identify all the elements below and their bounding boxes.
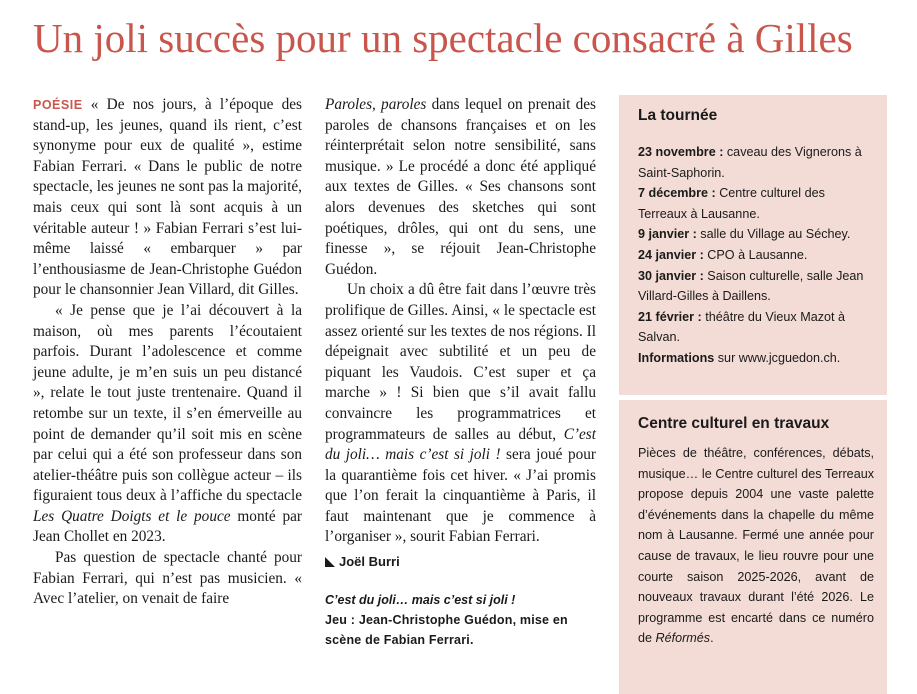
paragraph-text: « De nos jours, à l’époque des stand-up, les jeunes, quand ils rient, c’est synonyme pour eux de qualité », estime Fabian Ferrari. « Dans le public de notre spectacle, les jeunes ne sont pas la majorité, mais ceux qui sont là sont acquis à un véritable auteur ! » Fabian Ferrari s’est lui-même laissé « embarquer » par l’enthousiasme de Jean-Christophe Guédon pour le chansonnier Jean Villard, dit Gilles. <box>33 96 303 299</box>
paragraph-text: dans lequel on prenait des paroles de chansons françaises et on les réinterprétait selon notre sensibilité, sans musique. » Le procédé a donc été appliqué aux textes de Gilles. « Ses chansons sont alors devenues des sketches qui sont poétiques, drôles, qui ont du sens, une finesse », se réjouit Jean-Christophe Guédon. <box>325 96 596 278</box>
tour-date: 21 février : <box>638 309 702 324</box>
paragraph-text: « Je pense que je l’ai découvert à la maison, où mes parents l’écoutaient parfois. Durant l’adolescence et comme jeune adulte, je m’en suis un peu distancé », relate le tout juste trentenaire. Quand il retombe sur un texte, il s’en émerveille au point de demander qu’il soit mis en scène par celui qui a été son professeur dans son atelier-théâtre puis son collègue acteur – ils figuraient tous deux à l’affiche du spectacle <box>33 301 302 505</box>
tour-item <box>638 224 874 245</box>
author-name: Joël Burri <box>339 554 400 570</box>
centre-heading: Centre culturel en travaux <box>638 415 830 432</box>
tour-item <box>638 266 874 307</box>
centre-box <box>638 413 874 649</box>
paragraph-text: Pas question de spectacle chanté pour Fabian Ferrari, qui n’est pas musicien. « Avec l’atelier, on venait de faire <box>33 549 302 608</box>
centre-text <box>638 443 874 649</box>
triangle-icon <box>325 557 335 567</box>
paragraph-text: monté par Jean Chollet en 2023. <box>33 507 302 546</box>
tour-item <box>638 245 874 266</box>
paragraph <box>33 95 302 301</box>
show-title-italic: C’est du joli… mais c’est si joli ! <box>325 425 596 464</box>
centre-text-end: . <box>710 631 714 646</box>
section-kicker: POÉSIE <box>33 98 83 112</box>
paragraph <box>325 280 596 548</box>
byline <box>325 552 596 573</box>
sidebar-divider <box>619 395 887 400</box>
centre-text-body: Pièces de théâtre, conférences, débats, musique… le Centre culturel des Terreaux propose depuis 2004 une vaste palette d’événements dans la chapelle du même nom à Lausanne. Fermé une année pour cause de travaux, le lieu rouvre pour une courte saison 2025-2026, avant de nouveaux travaux durant l’été 2026. Le programme est encarté dans ce numéro de <box>638 446 874 646</box>
tour-date: 7 décembre : <box>638 186 716 201</box>
show-credits <box>325 590 600 650</box>
tour-place: caveau des Vignerons à Saint-Saphorin. <box>638 145 862 180</box>
tour-place: Centre culturel des Terreaux à Lausanne. <box>638 186 825 221</box>
paragraph <box>33 301 302 548</box>
show-title-italic: Paroles, paroles <box>325 96 427 113</box>
paragraph <box>325 95 596 280</box>
info-url: sur www.jcguedon.ch. <box>714 350 841 365</box>
tour-info <box>638 348 874 369</box>
tour-box <box>638 105 874 369</box>
tour-date: 23 novembre : <box>638 145 724 159</box>
tour-item <box>638 307 874 348</box>
tour-item <box>638 183 874 224</box>
tour-date: 9 janvier : <box>638 227 697 242</box>
tour-place: Saison culturelle, salle Jean Villard-Gilles à Daillens. <box>638 268 864 304</box>
tour-date: 24 janvier : <box>638 247 704 262</box>
credits-cast: Jeu : Jean-Christophe Guédon, mise en scène de Fabian Ferrari. <box>325 613 568 647</box>
article-column-1 <box>33 95 302 610</box>
tour-place: théâtre du Vieux Mazot à Salvan. <box>638 309 846 345</box>
paragraph-text: sera joué pour la quarantième fois cet hiver. « J’ai promis que l’on ferait la cinquantième à Paris, il faut maintenant que je commence à l’organiser », sourit Fabian Ferrari. <box>325 446 596 546</box>
paragraph <box>33 548 302 610</box>
tour-place: CPO à Lausanne. <box>703 247 808 262</box>
tour-heading: La tournée <box>638 107 718 124</box>
credits-title: C’est du joli… mais c’est si joli ! <box>325 593 516 607</box>
tour-date: 30 janvier : <box>638 268 704 283</box>
publication-name: Réformés <box>655 631 711 646</box>
article-title: Un joli succès pour un spectacle consacré à Gilles <box>33 15 853 61</box>
paragraph-text: Un choix a dû être fait dans l’œuvre très prolifique de Gilles. Ainsi, « le spectacle est assez orienté sur les textes de nos régions. Il dépeignait avec subtilité et un peu de piquant les Vaudois. C’est super et ça marche » ! Si bien que s’il avait fallu convaincre les programmatrices et programmateurs de salles au début, <box>325 281 596 443</box>
sidebar <box>619 95 887 694</box>
tour-place: salle du Village au Séchey. <box>696 227 851 242</box>
info-label: Informations <box>638 350 715 365</box>
tour-item <box>638 142 874 183</box>
article-column-2 <box>325 95 596 573</box>
tour-list <box>638 142 874 369</box>
show-title-italic: Les Quatre Doigts et le pouce <box>33 507 231 525</box>
